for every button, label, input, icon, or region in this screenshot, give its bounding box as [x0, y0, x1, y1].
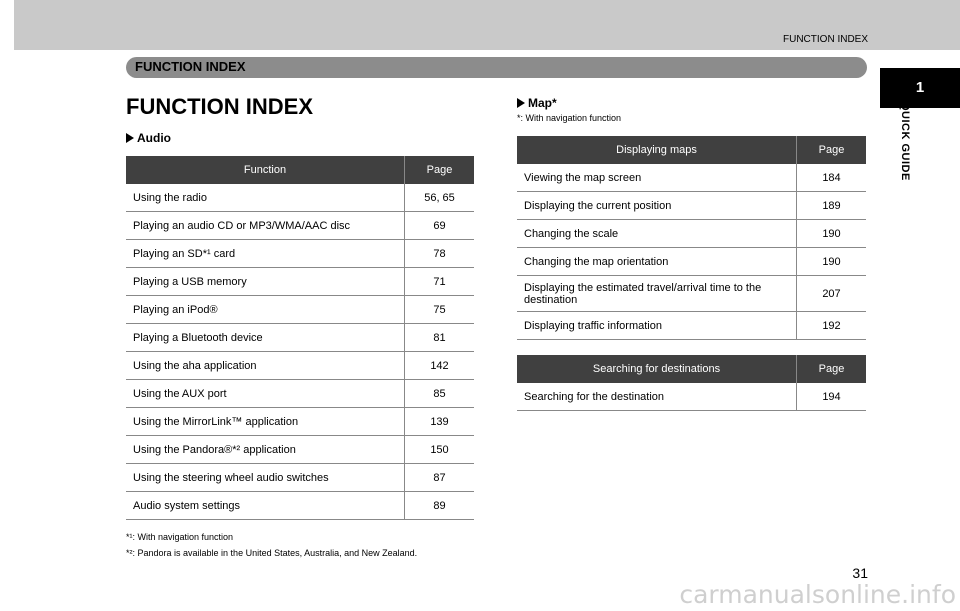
triangle-icon — [517, 98, 525, 108]
page-cell[interactable]: 190 — [797, 248, 867, 276]
page-title: FUNCTION INDEX — [126, 94, 313, 119]
function-cell: Playing a Bluetooth device — [126, 324, 405, 352]
function-cell: Playing an audio CD or MP3/WMA/AAC disc — [126, 212, 405, 240]
header-bar — [14, 0, 880, 50]
table-row — [126, 324, 474, 352]
sidebar — [880, 0, 960, 611]
page-cell[interactable]: 89 — [405, 492, 475, 520]
table-row — [517, 248, 866, 276]
chapter-tab[interactable]: 1 — [880, 68, 960, 108]
map-heading: Map* — [517, 96, 557, 110]
function-cell: Viewing the map screen — [517, 164, 797, 192]
function-cell: Playing an SD*¹ card — [126, 240, 405, 268]
table-row — [126, 240, 474, 268]
function-cell: Using the radio — [126, 184, 405, 212]
function-cell: Displaying the estimated travel/arrival time to the destination — [517, 276, 797, 312]
table-row — [126, 492, 474, 520]
map-table-displaying — [517, 136, 866, 340]
table-row — [126, 212, 474, 240]
table-row — [126, 184, 474, 212]
page-cell[interactable]: 190 — [797, 220, 867, 248]
table-row — [517, 164, 866, 192]
page-cell[interactable]: 142 — [405, 352, 475, 380]
table-row — [517, 192, 866, 220]
function-cell: Audio system settings — [126, 492, 405, 520]
col-page-header: Page — [405, 156, 475, 184]
function-cell: Using the MirrorLink™ application — [126, 408, 405, 436]
page-cell[interactable]: 56, 65 — [405, 184, 475, 212]
function-cell: Playing an iPod® — [126, 296, 405, 324]
map-note: *: With navigation function — [517, 113, 622, 123]
page-cell[interactable]: 71 — [405, 268, 475, 296]
function-cell: Using the AUX port — [126, 380, 405, 408]
function-cell: Using the aha application — [126, 352, 405, 380]
table-row — [126, 436, 474, 464]
page-cell[interactable]: 150 — [405, 436, 475, 464]
function-cell: Changing the map orientation — [517, 248, 797, 276]
sidebar-top-band — [880, 0, 960, 50]
col-function-header: Displaying maps — [517, 136, 797, 164]
table-row — [126, 408, 474, 436]
table-row — [517, 220, 866, 248]
col-page-header: Page — [797, 355, 867, 383]
col-function-header: Function — [126, 156, 405, 184]
function-cell: Using the steering wheel audio switches — [126, 464, 405, 492]
function-cell: Changing the scale — [517, 220, 797, 248]
page-cell[interactable]: 189 — [797, 192, 867, 220]
function-cell: Displaying the current position — [517, 192, 797, 220]
table-row — [126, 464, 474, 492]
triangle-icon — [126, 133, 134, 143]
function-cell: Displaying traffic information — [517, 312, 797, 340]
col-function-header: Searching for destinations — [517, 355, 797, 383]
page-cell[interactable]: 207 — [797, 276, 867, 312]
table-row — [126, 296, 474, 324]
page-cell[interactable]: 139 — [405, 408, 475, 436]
running-title: FUNCTION INDEX — [783, 34, 868, 45]
page-cell[interactable]: 192 — [797, 312, 867, 340]
page-number: 31 — [852, 565, 868, 581]
audio-heading: Audio — [126, 131, 171, 145]
page-cell[interactable]: 75 — [405, 296, 475, 324]
page-cell[interactable]: 194 — [797, 383, 867, 411]
page-cell[interactable]: 81 — [405, 324, 475, 352]
page-cell[interactable]: 85 — [405, 380, 475, 408]
map-table-searching — [517, 355, 866, 411]
audio-note-1: *¹: With navigation function — [126, 532, 234, 542]
table-row — [126, 268, 474, 296]
banner-title: FUNCTION INDEX — [135, 59, 246, 74]
table-row — [126, 352, 474, 380]
page-cell[interactable]: 184 — [797, 164, 867, 192]
col-page-header: Page — [797, 136, 867, 164]
audio-note-2: *²: Pandora is available in the United States, Australia, and New Zealand. — [126, 548, 418, 558]
table-row — [517, 276, 866, 312]
page-cell[interactable]: 69 — [405, 212, 475, 240]
audio-table — [126, 156, 474, 520]
page-cell[interactable]: 87 — [405, 464, 475, 492]
watermark: carmanualsonline.info — [679, 580, 956, 609]
chapter-label: QUICK GUIDE — [899, 102, 911, 181]
table-row — [126, 380, 474, 408]
table-row — [517, 383, 866, 411]
function-cell: Playing a USB memory — [126, 268, 405, 296]
function-cell: Using the Pandora®*² application — [126, 436, 405, 464]
page-cell[interactable]: 78 — [405, 240, 475, 268]
function-cell: Searching for the destination — [517, 383, 797, 411]
table-row — [517, 312, 866, 340]
